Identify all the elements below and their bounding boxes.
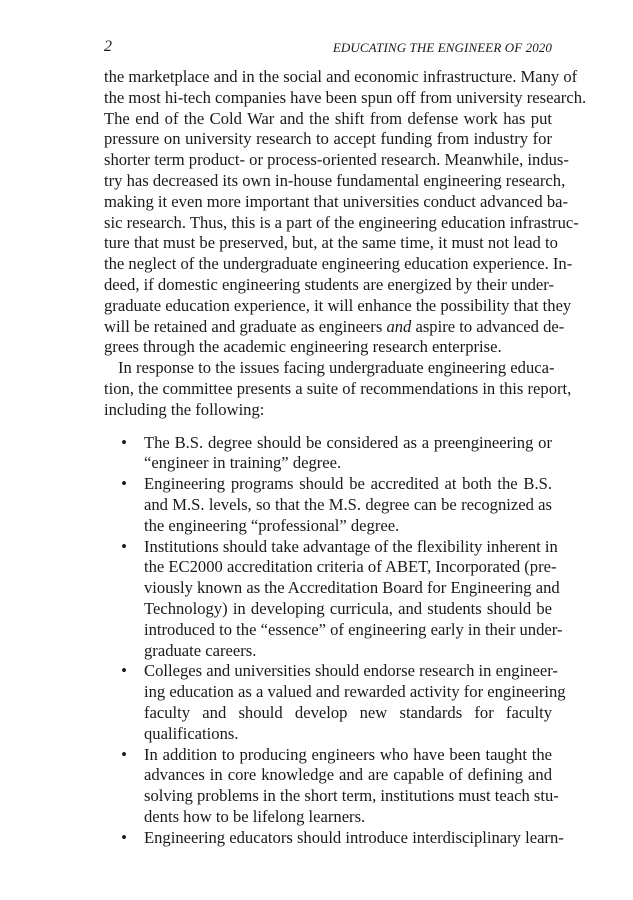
text-line: faculty and should develop new standards for faculty — [144, 702, 552, 722]
text-line: introduced to the “essence” of engineering early in their under- — [144, 619, 563, 639]
running-head — [104, 38, 552, 58]
paragraph-1 — [104, 67, 587, 358]
list-item — [104, 474, 552, 536]
text-line: ing education as a valued and rewarded activity for engineering — [144, 682, 566, 702]
text-line: Engineering programs should be accredited at both the B.S. — [144, 474, 552, 494]
text-line: shorter term product- or process-oriented research. Meanwhile, indus- — [104, 150, 569, 170]
text-line: the marketplace and in the social and economic infrastructure. Many of — [104, 67, 578, 86]
text-line: deed, if domestic engineering students are energized by their under- — [104, 274, 554, 294]
list-item — [104, 536, 563, 662]
list-item — [104, 744, 559, 828]
text-line: advances in core knowledge and are capable of defining and — [144, 765, 552, 785]
text-line: viously known as the Accreditation Board for Engineering and — [144, 578, 560, 598]
paragraph-2 — [104, 358, 572, 420]
text-line: ture that must be preserved, but, at the same time, it must not lead to — [104, 233, 558, 253]
text-line: Engineering educators should introduce interdisciplinary learn- — [144, 827, 564, 847]
emphasized-word: and — [386, 316, 412, 336]
bullet-icon: • — [121, 744, 127, 764]
text-line: making it even more important that universities conduct advanced ba- — [104, 191, 569, 211]
text-line: graduate careers. — [144, 640, 257, 660]
text-line: including the following: — [104, 399, 265, 419]
text-line: tion, the committee presents a suite of recommendations in this report, — [104, 378, 572, 398]
text-line: the most hi-tech companies have been spun off from university research. — [104, 87, 587, 107]
text-line: In response to the issues facing undergraduate engineering educa- — [118, 358, 555, 378]
bullet-icon: • — [121, 536, 127, 556]
text-line: the EC2000 accreditation criteria of ABET, Incorporated (pre- — [144, 557, 557, 577]
text-line: Technology) in developing curricula, and students should be — [144, 598, 552, 618]
list-item — [104, 661, 566, 744]
text-line: try has decreased its own in-house fundamental engineering research, — [104, 170, 566, 190]
body-text — [104, 67, 587, 848]
page-number: 2 — [104, 38, 112, 55]
text-line: The B.S. degree should be considered as a preengineering or — [144, 432, 552, 452]
text-line: Colleges and universities should endorse research in engineer- — [144, 661, 558, 681]
text-line: dents how to be lifelong learners. — [144, 806, 366, 826]
text-line: “engineer in training” degree. — [144, 453, 342, 473]
text-line: graduate education experience, it will enhance the possibility that they — [104, 295, 572, 315]
text-line: pressure on university research to accept funding from industry for — [104, 129, 552, 149]
text-line: In addition to producing engineers who have been taught the — [144, 744, 552, 764]
text-line: the engineering “professional” degree. — [144, 515, 400, 535]
bullet-icon: • — [121, 474, 127, 494]
text-line: qualifications. — [144, 723, 239, 743]
recommendations-list — [104, 432, 566, 849]
book-title: EDUCATING THE ENGINEER OF 2020 — [332, 40, 552, 55]
text-line: grees through the academic engineering research enterprise. — [104, 337, 502, 357]
text-line: The end of the Cold War and the shift from defense work has put — [104, 108, 552, 128]
text-line: sic research. Thus, this is a part of the engineering education infrastruc- — [104, 212, 579, 232]
text-line: and M.S. levels, so that the M.S. degree can be recognized as — [144, 494, 552, 514]
list-item — [104, 827, 564, 849]
text-line-with-emphasis — [104, 316, 565, 338]
bullet-icon: • — [121, 432, 127, 452]
emphasis-after: aspire to advanced de- — [411, 316, 565, 336]
text-line: Institutions should take advantage of the flexibility inherent in — [144, 536, 558, 556]
bullet-icon: • — [121, 827, 127, 847]
emphasis-before: will be retained and graduate as engineers — [104, 316, 387, 336]
list-item — [104, 433, 552, 475]
bullet-icon: • — [121, 661, 127, 681]
text-line: solving problems in the short term, institutions must teach stu- — [144, 786, 559, 806]
paragraph-spacer — [104, 421, 552, 433]
text-line: the neglect of the undergraduate engineering education experience. In- — [104, 254, 573, 274]
